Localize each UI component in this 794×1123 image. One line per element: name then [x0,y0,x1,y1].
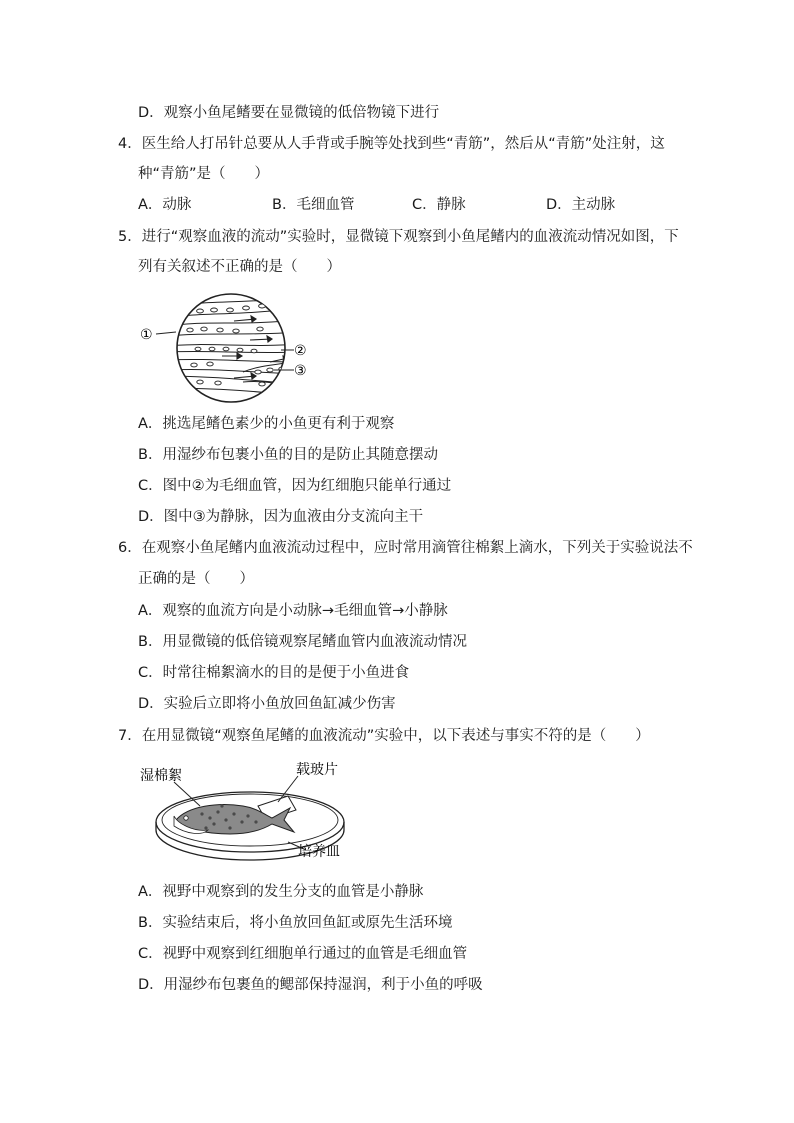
q5-option-d: D．图中③为静脉，因为血液由分支流向主干 [138,509,424,525]
q4-options [138,195,698,215]
q5-stem-line2: 列有关叙述不正确的是（ ） [138,259,341,275]
q6-stem-line2: 正确的是（ ） [138,571,254,587]
q7-option-d: D．用湿纱布包裹鱼的鳃部保持湿润，利于小鱼的呼吸 [138,977,483,993]
q6-stem-line1: 6．在观察小鱼尾鳍内血液流动过程中，应时常用滴管往棉絮上滴水，下列关于实验说法不 [118,540,693,556]
q4-option-d: D．主动脉 [546,197,616,213]
q4-option-c: C．静脉 [412,197,466,213]
q3-option-d: D．观察小鱼尾鳍要在显微镜的低倍物镜下进行 [138,105,440,121]
figure-label-3: ③ [294,363,307,379]
q4-option-b: B．毛细血管 [272,197,355,213]
q4-stem-line2: 种“青筋”是（ ） [138,166,270,182]
q7-option-c: C．视野中观察到红细胞单行通过的血管是毛细血管 [138,946,468,962]
q5-stem-line1: 5．进行“观察血液的流动”实验时，显微镜下观察到小鱼尾鳍内的血液流动情况如图，下 [118,229,679,245]
q7-option-b: B．实验结束后，将小鱼放回鱼缸或原先生活环境 [138,915,453,931]
q7-option-a: A．视野中观察到的发生分支的血管是小静脉 [138,884,424,900]
q4-stem-line1: 4．医生给人打吊针总要从人手背或手腕等处找到些“青筋”，然后从“青筋”处注射，这 [118,136,665,152]
fish-dish-figure [138,760,388,865]
q5-option-b: B．用湿纱布包裹小鱼的目的是防止其随意摆动 [138,447,438,463]
blood-flow-figure [138,292,328,404]
q6-option-c: C．时常往棉絮滴水的目的是便于小鱼进食 [138,665,410,681]
figure-label-slide: 载玻片 [296,762,338,778]
q7-stem: 7．在用显微镜“观察鱼尾鳍的血液流动”实验中，以下表述与事实不符的是（ ） [118,728,650,744]
q4-option-a: A．动脉 [138,197,192,213]
figure-label-1: ① [140,327,153,343]
q6-option-a: A．观察的血流方向是小动脉→毛细血管→小静脉 [138,603,448,619]
q6-option-b: B．用显微镜的低倍镜观察尾鳍血管内血液流动情况 [138,634,467,650]
q6-option-d: D．实验后立即将小鱼放回鱼缸减少伤害 [138,696,396,712]
q5-option-a: A．挑选尾鳍色素少的小鱼更有利于观察 [138,416,395,432]
figure-label-dish: 培养皿 [298,844,340,860]
q5-option-c: C．图中②为毛细血管，因为红细胞只能单行通过 [138,478,452,494]
figure-label-2: ② [294,343,307,359]
figure-label-cotton: 湿棉絮 [140,768,182,784]
